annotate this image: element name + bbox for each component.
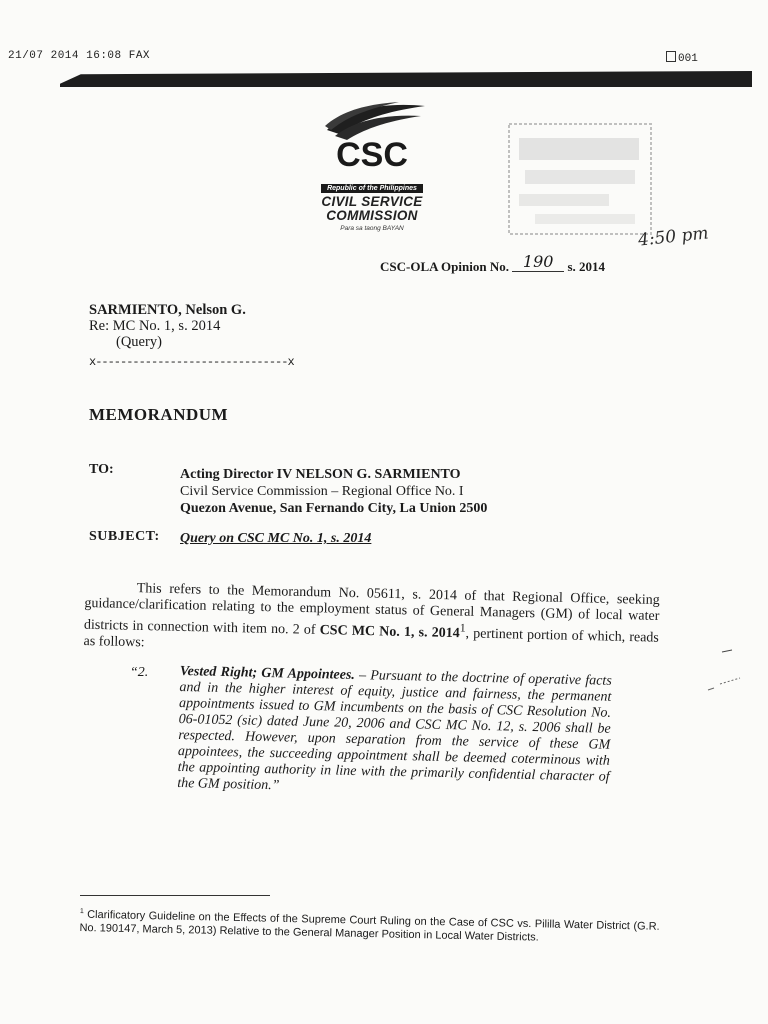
body-text-a: This refers to the Memorandum No. 05611, s. 2014 of that Regional Office, seeking guidance/clarification relating to the employment status of General Managers (GM) of local water districts in connection with item no. 2 of: [83, 581, 660, 638]
to-label: TO:: [89, 462, 114, 477]
subject-label: SUBJECT:: [89, 529, 160, 544]
body-text-bold: CSC MC No. 1, s. 2014: [319, 622, 460, 642]
logo-title-line1: CIVIL SERVICE: [321, 194, 423, 209]
handwritten-time: 4:50 pm: [637, 223, 710, 251]
to-line3: Quezon Avenue, San Fernando City, La Union 2500: [180, 501, 488, 516]
opinion-series: s. 2014: [567, 259, 606, 274]
logo-title-line2: COMMISSION: [326, 208, 418, 223]
csc-swoosh-icon: [317, 100, 427, 172]
addressee-re: Re: MC No. 1, s. 2014: [89, 318, 221, 334]
addressee-name: SARMIENTO, Nelson G.: [89, 302, 246, 318]
footnote-number: 1: [79, 907, 84, 916]
fax-page-number: [666, 51, 698, 65]
to-block: [180, 466, 487, 517]
fax-page-box-icon: [666, 51, 676, 62]
received-stamp: [505, 120, 655, 240]
quote-number: “2.: [130, 665, 149, 680]
memo-title: MEMORANDUM: [89, 405, 229, 424]
opinion-label: CSC-OLA Opinion No.: [380, 259, 509, 274]
footnote-text: Clarificatory Guideline on the Effects of the Supreme Court Ruling on the Case of CSC vs. Pililla Water District (G.R. No. 190147, March 5, 2013) Relative to the General Manager Position in Local Water Districts.: [79, 908, 660, 944]
fax-header: 21/07 2014 16:08 FAX: [8, 50, 151, 62]
to-line1: Acting Director IV NELSON G. SARMIENTO: [180, 467, 461, 482]
addressee-query: (Query): [116, 334, 162, 350]
logo-tagline: Para sa taong BAYAN: [340, 225, 404, 232]
opinion-number: [380, 252, 606, 276]
subject-value: Query on CSC MC No. 1, s. 2014: [180, 531, 372, 546]
logo-republic: Republic of the Philippines: [321, 184, 423, 193]
to-line2: Civil Service Commission – Regional Office No. I: [180, 484, 464, 499]
separator-line: x-------------------------------x: [89, 355, 294, 369]
fax-top-bar: [60, 71, 752, 87]
body-paragraph: [83, 580, 659, 663]
footnote-rule: [80, 895, 270, 896]
quote-text: – Pursuant to the doctrine of operative facts and in the higher interest of equity, justice and fairness, the permanent appointments issued to GM incumbents on the basis of CSC Resolution No. 06-01052 (sic) dated June 20, 2006 and CSC MC No. 12, s. 2006 shall be respected. However, upon separation from the service of these GM appointees, the succeeding appointment shall be deemed coterminous with the appointing authority in line with the primarily confidential character of the GM position.”: [177, 667, 612, 794]
scan-specks: [700, 640, 750, 700]
opinion-number-value: 190: [512, 252, 564, 272]
body-text-b: , pertinent portion of which, reads as follows:: [83, 626, 660, 651]
footnote-ref: 1: [459, 621, 466, 635]
addressee-block: [89, 302, 246, 350]
quote-heading: Vested Right; GM Appointees.: [179, 664, 356, 683]
fax-page-label: 001: [678, 53, 698, 65]
logo-abbr: CSC: [336, 136, 408, 172]
csc-logo: [312, 100, 432, 232]
footnote: [79, 905, 659, 947]
quoted-provision: [177, 664, 612, 802]
